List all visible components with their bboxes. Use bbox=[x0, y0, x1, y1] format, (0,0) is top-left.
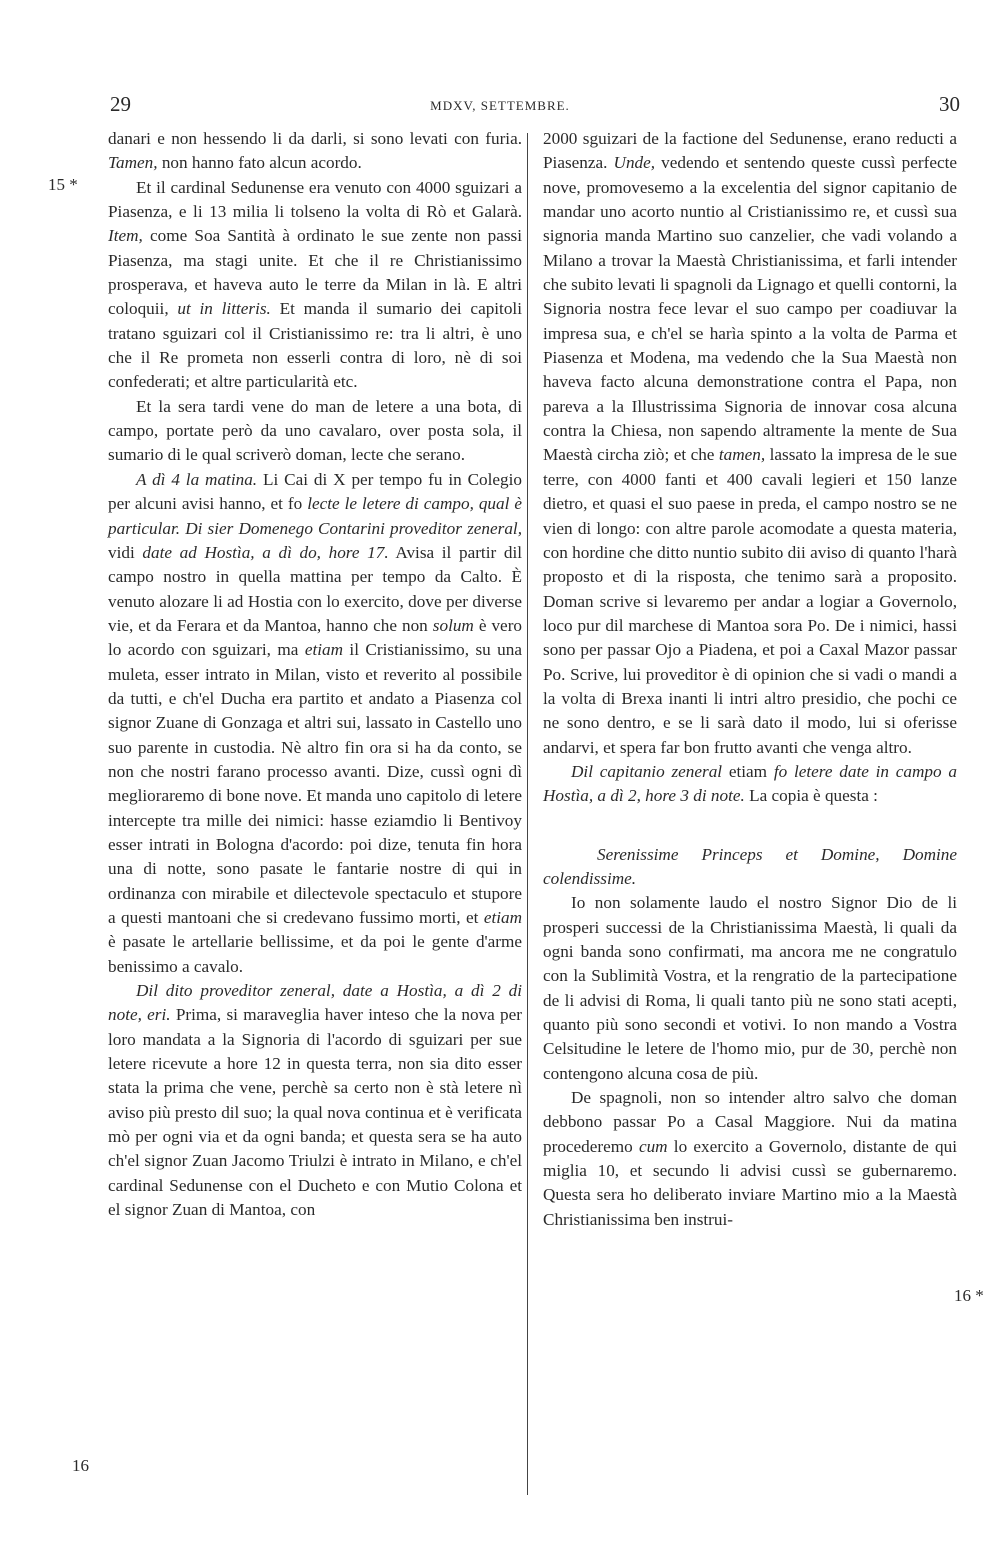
text-run: è vero lo acordo con sguizari, ma bbox=[108, 615, 523, 660]
paragraph bbox=[543, 891, 957, 1086]
right-column bbox=[543, 127, 957, 1232]
text-run: etiam bbox=[722, 761, 774, 781]
italic-run: ut in litteris. bbox=[177, 299, 271, 319]
paragraph bbox=[108, 176, 522, 395]
text-run: lo exercito a Governolo, distante de qui miglia 10, et secundo li advisi cussì se gubernaremo. Questa sera ho deliberato inviare Martino mio a la Maestà Christianissima ben instrui- bbox=[543, 1136, 957, 1229]
text-run: vedendo et sentendo queste cussì perfecte nove, promovesemo a la excelentia del signor capitanio de mandar uno acorto nuntio al Cristianissimo re, et cussì sua signoria manda Martino suo canzelier, che vadi volando a Milano a trovar la Maestà Christianissima, et farli intender che subito levati li spagnoli da Lignago et quelli contorni, la Signoria nostra fece levar el suo campo per coadiuvar la impresa sua, e ch'el se harìa spinto a la volta de Parma et Piasenza et Modena, ma vedendo che la Sua Maestà non haveva facto alcuna demonstratione contra el Papa, non pareva a la Illustrissima Signoria de innovar cosa alcuna contra la Chiesa, non sapendo altramente la mente de Sua Maestà circha ziò; et che bbox=[543, 153, 957, 465]
text-run: Li Cai di X per tempo fu in Colegio per alcuni avisi hanno, et fo bbox=[108, 469, 523, 514]
paragraph bbox=[108, 127, 522, 176]
italic-run: Tamen, bbox=[108, 153, 158, 173]
margin-note-left-16: 16 bbox=[72, 1456, 89, 1475]
text-run: lassato la impresa de le sue terre, con 4000 fanti et 400 cavali legieri et 150 lanze dietro, et quasi el suo paese in preda, el campo nostro se ne vien di longo: con altre parole acomodate a questa materia, con hordine che ditto nuntio subito dii aviso di quanto l'harà proposto et di la risposta, che tenimo sarà a proposito. Doman scrive si levaremo per andar a logiar a Governolo, loco pur dil marchese di Mantoa sora Po. De i nimici, hassi sono per passar Ojo a Piadena, et poi a Caxal Mazor passar Po. Scrive, lui proveditor è di opinion che si vadi o mandi a la volta di Brexa inanti li intri altro presidio, che pochi ce ne sono dentro, e se li sarà dato il modo, lui si oferisse andarvi, et spera far bon frutto avanti che venga altro. bbox=[543, 445, 957, 757]
italic-run: date ad Hostìa, a dì do, hore 17. bbox=[142, 542, 389, 562]
italic-run: fo letere date in campo a Hostìa, a dì 2, hore 3 di note. bbox=[543, 761, 958, 806]
italic-run: Dil dito proveditor zeneral, date a Hostìa, a dì 2 di note, eri. bbox=[108, 981, 522, 1025]
text-run: Et il cardinal Sedunense era venuto con 4000 sguizari a Piasenza, e li 13 milia li tolseno la volta di Rò et Galarà. bbox=[108, 177, 522, 222]
text-run: Io non solamente laudo el nostro Signor Dio de li prosperi successi de la Christianissima Maestà, li quali da ogni banda sono confirmati, ma ancora me ne congratulo con la Sublimità Vostra, et la rengratio de la partecipatione de li advisi di Roma, li quali tanto più ne sono stati acepti, quanto più sono secondi et votivi. Io non mando a Vostra Celsitudine le letere de l'homo mio, pur de 30, perchè non contengono alcuna cosa de più. bbox=[543, 893, 957, 1083]
blank-line bbox=[543, 809, 957, 833]
italic-run: Item, bbox=[108, 226, 143, 246]
italic-run: etiam bbox=[483, 908, 522, 927]
italic-run: tamen, bbox=[718, 445, 766, 465]
right-column-part-a bbox=[543, 127, 957, 809]
italic-run: A dì 4 la matina. bbox=[136, 469, 258, 489]
margin-note-left-15: 15 * bbox=[48, 175, 78, 194]
text-run: Et manda il sumario dei capitoli tratano sguizari col il Cristianissimo re: tra li altri, è uno che il Re prometa non esserli contra di loro, nè di soi confederati; et altre particularità etc. bbox=[108, 299, 522, 392]
text-run: è pasate le artellarie bellissime, et da poi le gente d'arme benissimo a cavalo. bbox=[108, 932, 522, 976]
text-run: La copia è questa : bbox=[744, 786, 878, 806]
italic-run: etiam bbox=[304, 640, 343, 660]
text-run: Prima, si maraveglia haver inteso che la nova per loro mandata a la Signoria di l'acordo di sguizari per sue letere ricevute a hore 12 in questa terra, non sia dito esser stata la prima che vene, perchè sa certo non è stà letere nì aviso più presto dil suo; la qual nova continua et è verificata mò per ogni via et da ogni banda; et questa sera se ha auto ch'el signor Zuan Jacomo Triulzi è intrato in Milano, e ch'el cardinal Sedunense con el Ducheto e con Mutio Colona et el signor Zuan di Mantoa, con bbox=[108, 1005, 523, 1220]
page-header bbox=[0, 88, 1000, 128]
running-title: MDXV, SETTEMBRE. bbox=[430, 98, 570, 113]
italic-run: Dil capitanio zeneral bbox=[571, 761, 723, 781]
text-run: 2000 sguizari de la factione del Sedunense, erano reducti a Piasenza. bbox=[543, 129, 957, 173]
paragraph bbox=[543, 760, 957, 809]
letter-salutation: Serenissime Princeps et Domine, Domine colendissime. bbox=[543, 844, 957, 888]
text-run: non hanno fato alcun acordo. bbox=[157, 153, 362, 173]
italic-run: lecte le letere di campo, qual è particular. Di sier Domenego Contarini proveditor zeneral, bbox=[108, 494, 522, 538]
left-column bbox=[108, 127, 522, 1222]
italic-run: cum bbox=[638, 1136, 668, 1156]
text-run: Et la sera tardi vene do man de letere a una bota, di campo, portate però da uno cavalaro, over posta sola, il sumario di le qual scriverò doman, lecte che serano. bbox=[108, 396, 522, 465]
paragraph bbox=[108, 468, 522, 979]
margin-note-right-16: 16 * bbox=[954, 1286, 984, 1305]
paragraph bbox=[543, 127, 957, 760]
text-run: vidi bbox=[108, 542, 143, 562]
paragraph bbox=[108, 395, 522, 468]
column-divider bbox=[527, 133, 528, 1495]
paragraph bbox=[543, 1086, 957, 1232]
text-run: danari e non hessendo li da darli, si sono levati con furia. bbox=[108, 129, 522, 148]
text-run: De spagnoli, non so intender altro salvo che doman debbono passar Po a Casal Maggiore. Nui da matina procederemo bbox=[543, 1088, 957, 1156]
paragraph bbox=[108, 979, 522, 1222]
page-number-right: 30 bbox=[939, 92, 960, 116]
italic-run: solum bbox=[432, 615, 474, 635]
text-run: Avisa il partir dil campo nostro in quella mattina per tempo da Calto. È venuto alozare li ad Hostia con lo exercito, dove per diverse vie, et da Ferara et da Mantoa, hanno che non bbox=[108, 542, 522, 635]
page-number-left: 29 bbox=[110, 92, 131, 116]
italic-run: Unde, bbox=[613, 153, 656, 173]
text-run: il Cristianissimo, su una muleta, esser intrato in Milan, visto et reverito al possibile da tutti, e ch'el Ducha era partito et andato a Piasenza col signor Zuane di Gonzaga et altri sui, lassato in Castello uno suo parente in custodia. Nè altro fin ora si ha da conto, se non che nostri farano processo avanti. Dize, cussì ogni dì meglioraremo di bone nove. Et manda uno capitolo di letere intercepte tra mille dei nimici: hasse eziamdio li Bentivoy esser intrati in Bologna d'acordo: poi dize, tenuta fin hora una di notte, sono pasate le fantarie nostre di qui in ordinanza con mirabile et dilectevole spectaculo et stupore a questi mantoani che si credevano fussimo morti, et bbox=[108, 640, 522, 927]
text-run: come Soa Santità à ordinato le sue zente non passi Piasenza, ma stagi unite. Et che il re Christianissimo prosperava, et haveva auto le terre da Milan in là. E altri coloquii, bbox=[108, 226, 522, 319]
right-column-part-b bbox=[543, 891, 957, 1232]
